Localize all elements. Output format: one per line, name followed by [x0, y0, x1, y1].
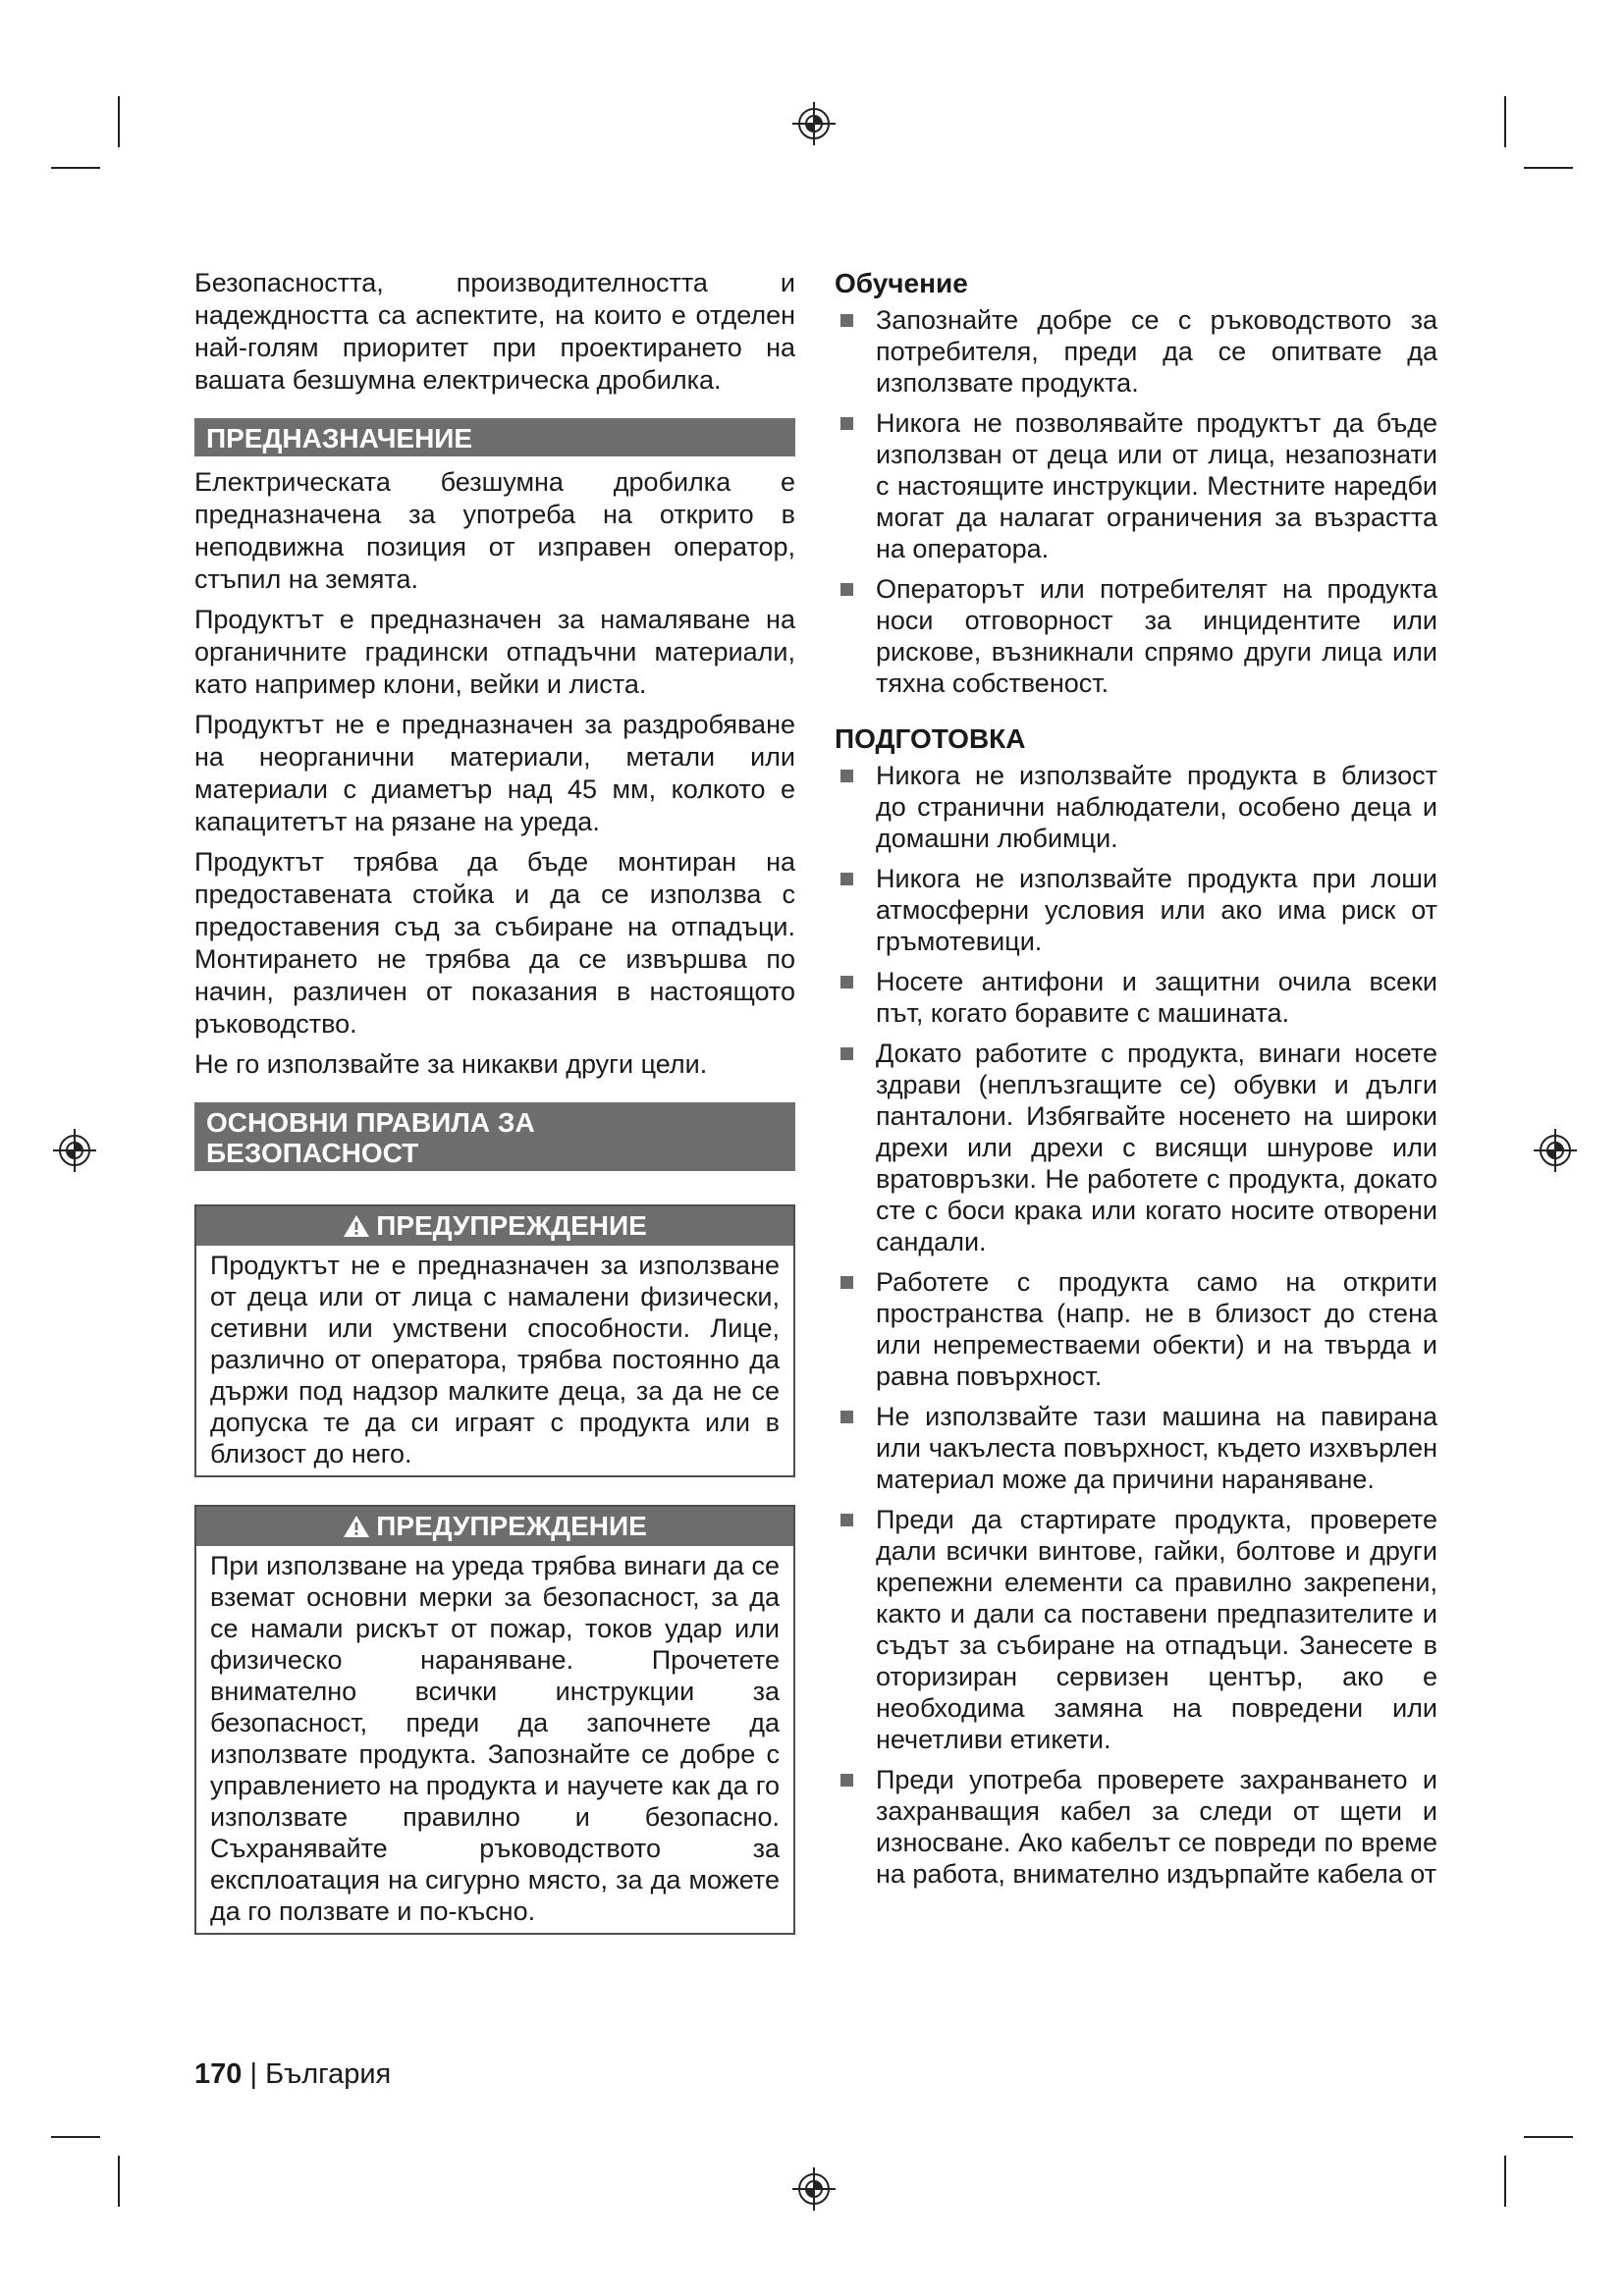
- crop-mark: [118, 96, 120, 147]
- right-column: [835, 267, 1437, 1898]
- bullet-square-icon: [840, 417, 853, 430]
- bullet-square-icon: [840, 314, 853, 327]
- bullet-square-icon: [840, 770, 853, 782]
- bullet-square-icon: [840, 1276, 853, 1289]
- list-item: Носете антифони и защитни очила всеки път, когато боравите с машината.: [835, 966, 1437, 1029]
- crop-mark: [1504, 2156, 1506, 2207]
- footer-language: България: [265, 2058, 392, 2090]
- intended-use-paragraph: Електрическата безшумна дробилка е предназначена за употреба на открито в неподвижна позиция от изправен оператор, стъпил на земята.: [194, 467, 795, 594]
- crop-mark: [51, 2136, 100, 2138]
- page-number: 170: [194, 2058, 243, 2090]
- section-heading-safety-rules: [194, 1102, 795, 1171]
- warning-triangle-icon: [343, 1214, 370, 1238]
- registration-mark-icon: [792, 102, 836, 145]
- warning-triangle-icon: [343, 1515, 370, 1538]
- section-heading-line: БЕЗОПАСНОСТ: [206, 1138, 419, 1168]
- warning-text: При използване на уреда трябва винаги да се вземат основни мерки за безопасност, за да се намали рискът от пожар, токов удар или физическо нараняване. Прочетете внимателно всички инструкции за безопасност, преди да започнете да използвате продукта. Запознайте се добре с управлението на продукта и научете как да го използвате правилно и безопасно. Съхранявайте ръководството за експлоатация на сигурно място, за да можете да го ползвате и по-късно.: [210, 1551, 780, 1926]
- crop-mark: [1524, 2136, 1573, 2138]
- intended-use-paragraph: Продуктът трябва да бъде монтиран на предоставената стойка и да се използва с предоставения съд за събиране на отпадъци. Монтирането не трябва да се извършва по начин, различен от показания в настоящото ръководство.: [194, 847, 795, 1039]
- left-column: [194, 267, 795, 1935]
- bullet-square-icon: [840, 1514, 853, 1526]
- page-footer: [194, 2057, 391, 2091]
- intended-use-paragraph: Продуктът е предназначен за намаляване на органичните градински отпадъчни материали, като например клони, вейки и листа.: [194, 605, 795, 699]
- bullet-square-icon: [840, 1047, 853, 1060]
- bullet-square-icon: [840, 583, 853, 596]
- subheading-training: Обучение: [835, 268, 968, 298]
- bullet-square-icon: [840, 873, 853, 885]
- list-item: Никога не използвайте продукта при лоши атмосферни условия или ако има риск от гръмотевици.: [835, 863, 1437, 957]
- registration-mark-icon: [53, 1129, 96, 1172]
- list-item: Никога не използвайте продукта в близост до странични наблюдатели, особено деца и домашни любимци.: [835, 760, 1437, 854]
- warning-box: [194, 1505, 795, 1935]
- list-item: Работете с продукта само на открити пространства (напр. не в близост до стена или непреместваеми обекти) и на твърда и равна повърхност.: [835, 1266, 1437, 1392]
- registration-mark-icon: [1534, 1129, 1577, 1172]
- intro-paragraph: Безопасността, производителността и надеждността са аспектите, на които е отделен най-голям приоритет при проектирането на вашата безшумна електрическа дробилка.: [194, 268, 795, 395]
- warning-box: [194, 1204, 795, 1477]
- intended-use-paragraph: Продуктът не е предназначен за раздробяване на неорганични материали, метали или материали с диаметър над 45 мм, колкото е капацитетът на рязане на уреда.: [194, 710, 795, 836]
- list-item: Операторът или потребителят на продукта носи отговорност за инцидентите или рискове, възникнали спрямо други лица или тяхна собственост.: [835, 573, 1437, 699]
- crop-mark: [118, 2156, 120, 2207]
- section-heading-intended-use: ПРЕДНАЗНАЧЕНИЕ: [194, 418, 795, 456]
- warning-title-label: ПРЕДУПРЕЖДЕНИЕ: [376, 1210, 647, 1241]
- warning-title: [196, 1206, 793, 1246]
- crop-mark: [1504, 96, 1506, 147]
- intended-use-paragraph: Не го използвайте за никакви други цели.: [194, 1049, 708, 1079]
- warning-text: Продуктът не е предназначен за използване от деца или от лица с намалени физически, сетивни или умствени способности. Лице, различно от оператора, трябва постоянно да държи под надзор малките деца, за да не се допуска те да си играят с продукта или в близост до него.: [210, 1251, 780, 1468]
- section-heading-line: ОСНОВНИ ПРАВИЛА ЗА: [206, 1107, 535, 1138]
- warning-title: [196, 1507, 793, 1546]
- list-item: Преди да стартирате продукта, проверете дали всички винтове, гайки, болтове и други крепежни елементи са правилно закрепени, както и дали са поставени предпазителите и съдът за събиране на отпадъци. Занесете в оторизиран сервизен център, ако е необходима замяна на повредени или нечетливи етикети.: [835, 1504, 1437, 1755]
- registration-mark-icon: [792, 2167, 836, 2211]
- list-item: Не използвайте тази машина на павирана или чакълеста повърхност, където изхвърлен материал може да причини нараняване.: [835, 1401, 1437, 1495]
- list-item: Запознайте добре се с ръководството за потребителя, преди да се опитвате да използвате продукта.: [835, 304, 1437, 399]
- warning-title-label: ПРЕДУПРЕЖДЕНИЕ: [376, 1511, 647, 1541]
- list-item: Преди употреба проверете захранването и захранващия кабел за следи от щети и износване. Ако кабелът се повреди по време на работа, внимателно издърпайте кабела от: [835, 1764, 1437, 1890]
- subheading-preparation: ПОДГОТОВКА: [835, 723, 1026, 754]
- bullet-square-icon: [840, 1774, 853, 1787]
- crop-mark: [51, 167, 100, 169]
- bullet-square-icon: [840, 976, 853, 988]
- list-item: Докато работите с продукта, винаги носете здрави (неплъзгащите се) обувки и дълги панталони. Избягвайте носенето на широки дрехи или дрехи с висящи шнурове или вратовръзки. Не работете с продукта, докато сте с боси крака или когато носите отворени сандали.: [835, 1038, 1437, 1257]
- crop-mark: [1524, 167, 1573, 169]
- footer-separator: |: [249, 2058, 257, 2090]
- bullet-square-icon: [840, 1411, 853, 1423]
- training-list: [835, 304, 1437, 699]
- preparation-list: [835, 760, 1437, 1890]
- list-item: Никога не позволявайте продуктът да бъде използван от деца или от лица, незапознати с настоящите инструкции. Местните наредби могат да налагат ограничения за възрастта на оператора.: [835, 407, 1437, 564]
